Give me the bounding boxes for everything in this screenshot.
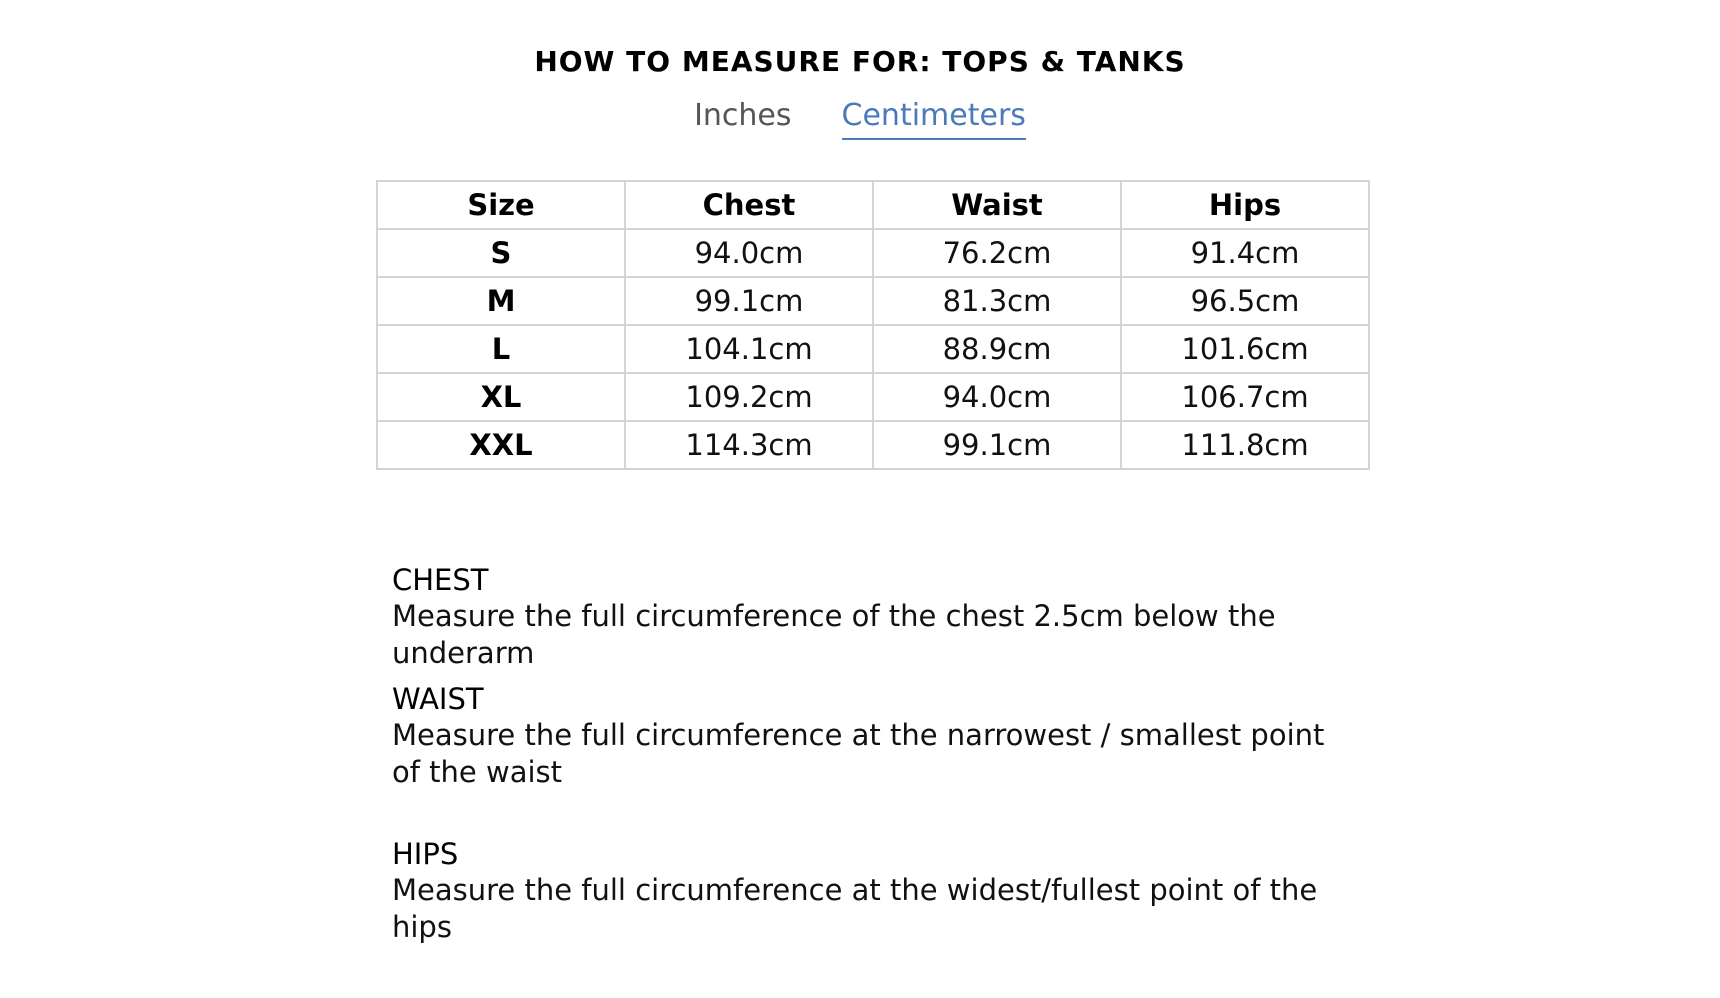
measure-guide-waist (392, 681, 1352, 791)
header-hips: Hips (1121, 181, 1369, 229)
guide-text: Measure the full circumference at the widest/fullest point of the hips (392, 873, 1318, 944)
guide-text: Measure the full circumference of the chest 2.5cm below the underarm (392, 599, 1276, 670)
size-cell: XXL (377, 421, 625, 469)
waist-cell: 81.3cm (873, 277, 1121, 325)
tab-centimeters[interactable]: Centimeters (842, 96, 1026, 140)
table-row (377, 229, 1369, 277)
header-chest: Chest (625, 181, 873, 229)
hips-cell: 106.7cm (1121, 373, 1369, 421)
table-row (377, 421, 1369, 469)
table-row (377, 325, 1369, 373)
waist-cell: 76.2cm (873, 229, 1121, 277)
hips-cell: 91.4cm (1121, 229, 1369, 277)
unit-tabs (0, 96, 1720, 140)
guide-heading: HIPS (392, 837, 459, 871)
waist-cell: 88.9cm (873, 325, 1121, 373)
size-cell: M (377, 277, 625, 325)
chest-cell: 104.1cm (625, 325, 873, 373)
size-cell: XL (377, 373, 625, 421)
header-size: Size (377, 181, 625, 229)
page-title: HOW TO MEASURE FOR: TOPS & TANKS (534, 45, 1186, 78)
hips-cell: 111.8cm (1121, 421, 1369, 469)
waist-cell: 99.1cm (873, 421, 1121, 469)
guide-text: Measure the full circumference at the narrowest / smallest point of the waist (392, 718, 1325, 789)
measure-guide-hips (392, 836, 1352, 946)
header-waist: Waist (873, 181, 1121, 229)
table-row (377, 373, 1369, 421)
size-cell: L (377, 325, 625, 373)
size-chart-table (376, 180, 1370, 470)
hips-cell: 96.5cm (1121, 277, 1369, 325)
table-row (377, 277, 1369, 325)
tab-inches[interactable]: Inches (694, 98, 792, 133)
waist-cell: 94.0cm (873, 373, 1121, 421)
hips-cell: 101.6cm (1121, 325, 1369, 373)
measure-guide-chest (392, 562, 1352, 672)
size-cell: S (377, 229, 625, 277)
guide-heading: CHEST (392, 563, 489, 597)
chest-cell: 99.1cm (625, 277, 873, 325)
chest-cell: 109.2cm (625, 373, 873, 421)
chest-cell: 94.0cm (625, 229, 873, 277)
guide-heading: WAIST (392, 682, 484, 716)
table-header-row (377, 181, 1369, 229)
chest-cell: 114.3cm (625, 421, 873, 469)
